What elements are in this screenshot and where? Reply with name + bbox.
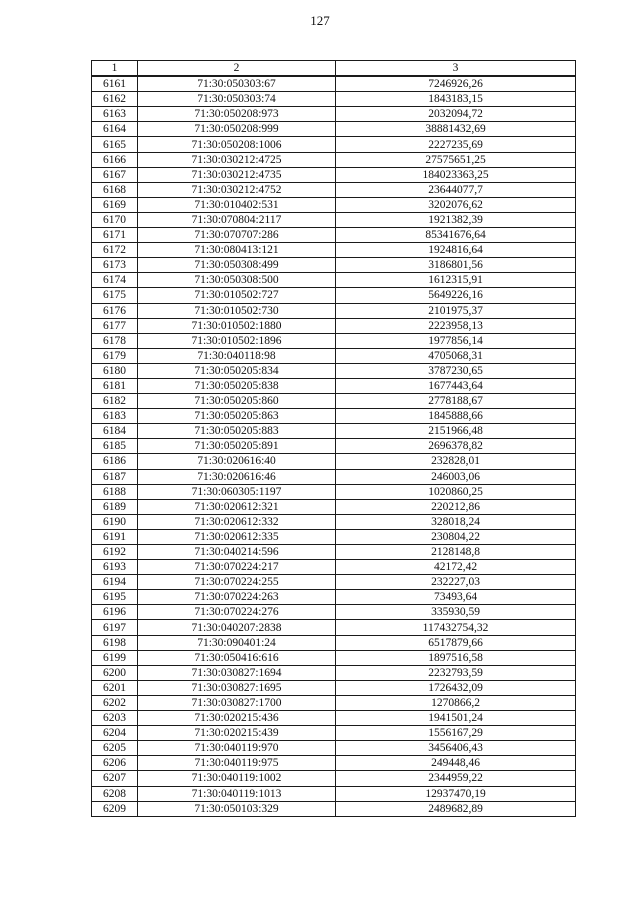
row-number-cell: 6206 <box>92 756 138 771</box>
value-cell: 3787230,65 <box>336 363 576 378</box>
row-number-cell: 6180 <box>92 363 138 378</box>
cadastral-number-cell: 71:30:070224:217 <box>138 560 336 575</box>
table-row <box>92 273 576 288</box>
table-row <box>92 680 576 695</box>
row-number-cell: 6162 <box>92 92 138 107</box>
table-row <box>92 529 576 544</box>
table-row <box>92 605 576 620</box>
row-number-cell: 6173 <box>92 258 138 273</box>
row-number-cell: 6176 <box>92 303 138 318</box>
table-header <box>92 61 576 77</box>
cadastral-number-cell: 71:30:070224:255 <box>138 575 336 590</box>
cadastral-number-cell: 71:30:010502:1896 <box>138 333 336 348</box>
table-row <box>92 167 576 182</box>
table-row <box>92 348 576 363</box>
value-cell: 1897516,58 <box>336 650 576 665</box>
cadastral-number-cell: 71:30:050208:1006 <box>138 137 336 152</box>
value-cell: 3186801,56 <box>336 258 576 273</box>
value-cell: 328018,24 <box>336 514 576 529</box>
table-row <box>92 258 576 273</box>
cadastral-number-cell: 71:30:040119:1002 <box>138 771 336 786</box>
value-cell: 2223958,13 <box>336 318 576 333</box>
table-row <box>92 786 576 801</box>
value-cell: 2489682,89 <box>336 801 576 816</box>
value-cell: 246003,06 <box>336 469 576 484</box>
row-number-cell: 6179 <box>92 348 138 363</box>
value-cell: 1941501,24 <box>336 711 576 726</box>
value-cell: 23644077,7 <box>336 182 576 197</box>
row-number-cell: 6185 <box>92 439 138 454</box>
value-cell: 1921382,39 <box>336 212 576 227</box>
cadastral-number-cell: 71:30:030212:4735 <box>138 167 336 182</box>
cadastral-number-cell: 71:30:050308:500 <box>138 273 336 288</box>
data-table <box>91 60 576 817</box>
row-number-cell: 6169 <box>92 197 138 212</box>
cadastral-number-cell: 71:30:040214:596 <box>138 545 336 560</box>
row-number-cell: 6178 <box>92 333 138 348</box>
table-row <box>92 545 576 560</box>
table-row <box>92 394 576 409</box>
row-number-cell: 6194 <box>92 575 138 590</box>
table-row <box>92 92 576 107</box>
row-number-cell: 6186 <box>92 454 138 469</box>
row-number-cell: 6209 <box>92 801 138 816</box>
row-number-cell: 6203 <box>92 711 138 726</box>
table-row <box>92 439 576 454</box>
row-number-cell: 6192 <box>92 545 138 560</box>
value-cell: 2032094,72 <box>336 107 576 122</box>
cadastral-number-cell: 71:30:050208:973 <box>138 107 336 122</box>
table-row <box>92 469 576 484</box>
cadastral-number-cell: 71:30:060305:1197 <box>138 484 336 499</box>
table-row <box>92 620 576 635</box>
value-cell: 1845888,66 <box>336 409 576 424</box>
table-row <box>92 197 576 212</box>
value-cell: 73493,64 <box>336 590 576 605</box>
cadastral-number-cell: 71:30:050308:499 <box>138 258 336 273</box>
value-cell: 232828,01 <box>336 454 576 469</box>
table-row <box>92 771 576 786</box>
value-cell: 27575651,25 <box>336 152 576 167</box>
cadastral-number-cell: 71:30:050205:863 <box>138 409 336 424</box>
cadastral-number-cell: 71:30:020215:439 <box>138 726 336 741</box>
row-number-cell: 6165 <box>92 137 138 152</box>
table-row <box>92 454 576 469</box>
table-body <box>92 76 576 816</box>
row-number-cell: 6196 <box>92 605 138 620</box>
value-cell: 2778188,67 <box>336 394 576 409</box>
table-row <box>92 756 576 771</box>
cadastral-number-cell: 71:30:050205:891 <box>138 439 336 454</box>
row-number-cell: 6184 <box>92 424 138 439</box>
cadastral-number-cell: 71:30:020612:332 <box>138 514 336 529</box>
cadastral-number-cell: 71:30:040118:98 <box>138 348 336 363</box>
value-cell: 4705068,31 <box>336 348 576 363</box>
row-number-cell: 6166 <box>92 152 138 167</box>
cadastral-number-cell: 71:30:020612:335 <box>138 529 336 544</box>
cadastral-number-cell: 71:30:050205:860 <box>138 394 336 409</box>
cadastral-number-cell: 71:30:070224:263 <box>138 590 336 605</box>
cadastral-number-cell: 71:30:050303:74 <box>138 92 336 107</box>
row-number-cell: 6182 <box>92 394 138 409</box>
value-cell: 1556167,29 <box>336 726 576 741</box>
value-cell: 1020860,25 <box>336 484 576 499</box>
table-row <box>92 650 576 665</box>
table-row <box>92 741 576 756</box>
cadastral-number-cell: 71:30:010402:531 <box>138 197 336 212</box>
value-cell: 38881432,69 <box>336 122 576 137</box>
row-number-cell: 6161 <box>92 76 138 92</box>
row-number-cell: 6183 <box>92 409 138 424</box>
row-number-cell: 6198 <box>92 635 138 650</box>
cadastral-number-cell: 71:30:020612:321 <box>138 499 336 514</box>
value-cell: 2696378,82 <box>336 439 576 454</box>
table-row <box>92 107 576 122</box>
value-cell: 2227235,69 <box>336 137 576 152</box>
value-cell: 220212,86 <box>336 499 576 514</box>
table-row <box>92 575 576 590</box>
cadastral-number-cell: 71:30:020616:40 <box>138 454 336 469</box>
table-row <box>92 514 576 529</box>
table-row <box>92 424 576 439</box>
row-number-cell: 6170 <box>92 212 138 227</box>
cadastral-number-cell: 71:30:030212:4725 <box>138 152 336 167</box>
cadastral-number-cell: 71:30:040119:975 <box>138 756 336 771</box>
row-number-cell: 6187 <box>92 469 138 484</box>
value-cell: 232227,03 <box>336 575 576 590</box>
cadastral-number-cell: 71:30:030827:1694 <box>138 665 336 680</box>
table-row <box>92 288 576 303</box>
row-number-cell: 6188 <box>92 484 138 499</box>
cadastral-number-cell: 71:30:010502:730 <box>138 303 336 318</box>
value-cell: 7246926,26 <box>336 76 576 92</box>
row-number-cell: 6189 <box>92 499 138 514</box>
value-cell: 2128148,8 <box>336 545 576 560</box>
value-cell: 1612315,91 <box>336 273 576 288</box>
value-cell: 1977856,14 <box>336 333 576 348</box>
table-row <box>92 409 576 424</box>
column-header-3: 3 <box>336 61 576 77</box>
table-row <box>92 182 576 197</box>
value-cell: 85341676,64 <box>336 228 576 243</box>
cadastral-number-cell: 71:30:050303:67 <box>138 76 336 92</box>
row-number-cell: 6208 <box>92 786 138 801</box>
cadastral-number-cell: 71:30:050416:616 <box>138 650 336 665</box>
table-row <box>92 333 576 348</box>
cadastral-number-cell: 71:30:050205:838 <box>138 378 336 393</box>
value-cell: 1270866,2 <box>336 695 576 710</box>
row-number-cell: 6207 <box>92 771 138 786</box>
column-header-2: 2 <box>138 61 336 77</box>
value-cell: 230804,22 <box>336 529 576 544</box>
value-cell: 2344959,22 <box>336 771 576 786</box>
cadastral-number-cell: 71:30:070707:286 <box>138 228 336 243</box>
row-number-cell: 6191 <box>92 529 138 544</box>
header-row <box>92 61 576 77</box>
cadastral-number-cell: 71:30:030827:1695 <box>138 680 336 695</box>
table-row <box>92 303 576 318</box>
cadastral-number-cell: 71:30:070804:2117 <box>138 212 336 227</box>
row-number-cell: 6195 <box>92 590 138 605</box>
value-cell: 42172,42 <box>336 560 576 575</box>
cadastral-number-cell: 71:30:040119:1013 <box>138 786 336 801</box>
cadastral-number-cell: 71:30:030212:4752 <box>138 182 336 197</box>
value-cell: 249448,46 <box>336 756 576 771</box>
row-number-cell: 6167 <box>92 167 138 182</box>
row-number-cell: 6171 <box>92 228 138 243</box>
value-cell: 1677443,64 <box>336 378 576 393</box>
table-row <box>92 590 576 605</box>
value-cell: 184023363,25 <box>336 167 576 182</box>
cadastral-number-cell: 71:30:050208:999 <box>138 122 336 137</box>
cadastral-number-cell: 71:30:050205:834 <box>138 363 336 378</box>
table-row <box>92 484 576 499</box>
row-number-cell: 6175 <box>92 288 138 303</box>
value-cell: 3202076,62 <box>336 197 576 212</box>
row-number-cell: 6181 <box>92 378 138 393</box>
value-cell: 5649226,16 <box>336 288 576 303</box>
table-row <box>92 212 576 227</box>
table-row <box>92 243 576 258</box>
row-number-cell: 6204 <box>92 726 138 741</box>
row-number-cell: 6201 <box>92 680 138 695</box>
row-number-cell: 6177 <box>92 318 138 333</box>
table-row <box>92 378 576 393</box>
row-number-cell: 6199 <box>92 650 138 665</box>
table-row <box>92 363 576 378</box>
cadastral-number-cell: 71:30:010502:727 <box>138 288 336 303</box>
row-number-cell: 6202 <box>92 695 138 710</box>
row-number-cell: 6205 <box>92 741 138 756</box>
table-row <box>92 122 576 137</box>
value-cell: 335930,59 <box>336 605 576 620</box>
cadastral-number-cell: 71:30:010502:1880 <box>138 318 336 333</box>
value-cell: 6517879,66 <box>336 635 576 650</box>
value-cell: 2232793,59 <box>336 665 576 680</box>
table-row <box>92 152 576 167</box>
cadastral-number-cell: 71:30:020616:46 <box>138 469 336 484</box>
table-row <box>92 499 576 514</box>
table-row <box>92 711 576 726</box>
cadastral-number-cell: 71:30:020215:436 <box>138 711 336 726</box>
row-number-cell: 6168 <box>92 182 138 197</box>
value-cell: 117432754,32 <box>336 620 576 635</box>
cadastral-number-cell: 71:30:040207:2838 <box>138 620 336 635</box>
row-number-cell: 6174 <box>92 273 138 288</box>
row-number-cell: 6190 <box>92 514 138 529</box>
page-number: 127 <box>310 13 330 28</box>
table-row <box>92 228 576 243</box>
table-row <box>92 318 576 333</box>
cadastral-number-cell: 71:30:040119:970 <box>138 741 336 756</box>
table-row <box>92 726 576 741</box>
cadastral-number-cell: 71:30:080413:121 <box>138 243 336 258</box>
value-cell: 1726432,09 <box>336 680 576 695</box>
row-number-cell: 6197 <box>92 620 138 635</box>
row-number-cell: 6164 <box>92 122 138 137</box>
table-row <box>92 560 576 575</box>
cadastral-number-cell: 71:30:070224:276 <box>138 605 336 620</box>
table-row <box>92 695 576 710</box>
value-cell: 12937470,19 <box>336 786 576 801</box>
row-number-cell: 6193 <box>92 560 138 575</box>
value-cell: 2151966,48 <box>336 424 576 439</box>
row-number-cell: 6163 <box>92 107 138 122</box>
column-header-1: 1 <box>92 61 138 77</box>
value-cell: 3456406,43 <box>336 741 576 756</box>
row-number-cell: 6172 <box>92 243 138 258</box>
table-row <box>92 801 576 816</box>
row-number-cell: 6200 <box>92 665 138 680</box>
table-row <box>92 635 576 650</box>
cadastral-number-cell: 71:30:030827:1700 <box>138 695 336 710</box>
value-cell: 1924816,64 <box>336 243 576 258</box>
table-row <box>92 665 576 680</box>
value-cell: 1843183,15 <box>336 92 576 107</box>
table-row <box>92 137 576 152</box>
cadastral-number-cell: 71:30:050103:329 <box>138 801 336 816</box>
cadastral-number-cell: 71:30:050205:883 <box>138 424 336 439</box>
cadastral-number-cell: 71:30:090401:24 <box>138 635 336 650</box>
value-cell: 2101975,37 <box>336 303 576 318</box>
table-row <box>92 76 576 92</box>
